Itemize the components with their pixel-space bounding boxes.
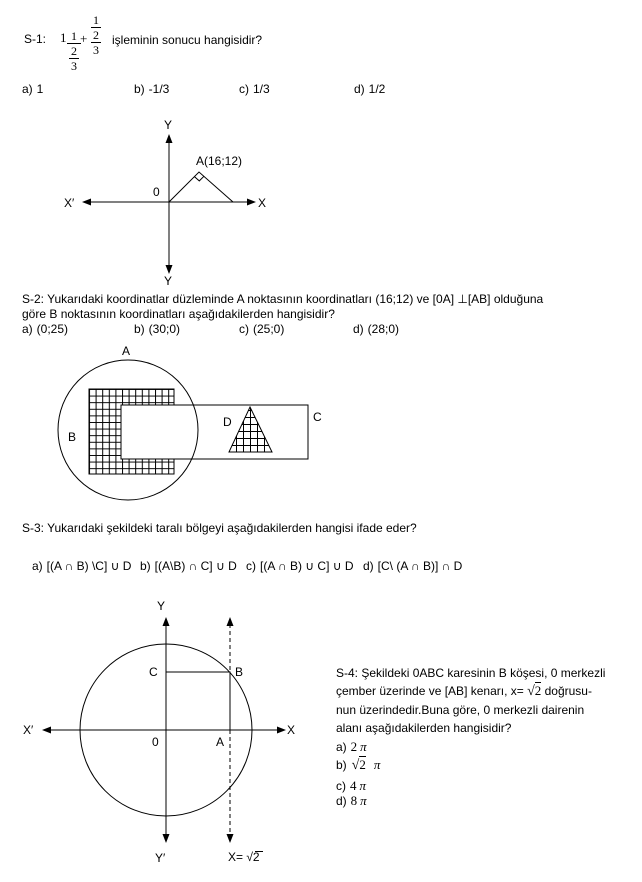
question-1-text: işleminin sonucu hangisidir? <box>112 33 263 47</box>
arrow-up-icon <box>166 134 173 143</box>
answer-option: b) (30;0) <box>134 322 181 336</box>
coordinate-plane-figure <box>20 110 280 295</box>
set-label-b: B <box>68 430 77 444</box>
sqrt-expression: √2 <box>527 683 542 699</box>
arrow-down-icon <box>227 834 234 843</box>
answer-option: b) [(A\B) ∩ C] ∪ D <box>140 559 237 573</box>
arrow-down-icon <box>163 834 170 843</box>
axis-label-x-right: X <box>258 196 267 210</box>
sqrt-expression: √2 <box>351 757 366 773</box>
answer-option: a) (0;25) <box>22 322 69 336</box>
point-c-label: C <box>149 665 158 679</box>
question-1-label: S-1: <box>24 32 47 46</box>
set-label-d: D <box>223 415 232 429</box>
dashed-line-label: X= √2 <box>228 850 260 864</box>
answer-option: c) 1/3 <box>239 82 270 96</box>
answer-option: a) [(A ∩ B) \C] ∪ D <box>32 559 132 573</box>
arrow-right-icon <box>247 199 256 206</box>
square-oabc <box>166 672 230 730</box>
circle-square-figure <box>10 595 332 882</box>
q1-fraction-1 <box>67 29 81 73</box>
q1-frac1-den-num: 2 <box>71 44 77 58</box>
q1-frac2-num-num: 1 <box>93 13 99 27</box>
q1-frac2-denominator: 3 <box>93 43 99 57</box>
answer-option: d) 8 π <box>336 793 367 808</box>
arrow-down-icon <box>166 265 173 274</box>
question-4-text <box>336 664 636 737</box>
answer-option: a) 1 <box>22 82 44 96</box>
q1-frac1-denominator <box>67 43 81 73</box>
rectangle-c <box>121 405 308 459</box>
right-angle-mark <box>194 176 204 181</box>
answer-option: b) -1/3 <box>134 82 170 96</box>
triangle-oab <box>169 172 233 202</box>
q1-operator: + <box>80 31 88 46</box>
axis-label-x-left: X′ <box>23 723 34 737</box>
answer-option: d) [C\ (A ∩ B)] ∩ D <box>363 559 463 573</box>
answer-option: c) 4 π <box>336 778 367 793</box>
q4-line1: S-4: Şekildeki 0ABC karesinin B köşesi, 0 merkezli <box>336 666 606 680</box>
set-label-c: C <box>313 410 322 424</box>
q4-line2: çember üzerinde ve [AB] kenarı, x= √2 doğrusu- <box>336 683 592 699</box>
q1-whole-number: 1 <box>60 30 67 45</box>
answer-option: a) 2 π <box>336 739 367 754</box>
q1-frac2-num-den: 2 <box>93 28 99 42</box>
arrow-left-icon <box>42 727 51 734</box>
q1-fraction-2 <box>91 13 101 57</box>
point-b-label: B <box>235 665 244 679</box>
origin-label: 0 <box>152 735 159 749</box>
arrow-up-icon <box>227 617 234 626</box>
answer-option: c) (25;0) <box>239 322 285 336</box>
q1-frac1-den-den: 3 <box>71 59 77 73</box>
arrow-left-icon <box>82 199 91 206</box>
answer-option: b) √2 π <box>336 757 381 773</box>
point-a-label: A <box>216 735 225 749</box>
arrow-right-icon <box>277 727 286 734</box>
answer-option: d) 1/2 <box>354 82 386 96</box>
q1-frac2-numerator <box>91 13 101 42</box>
point-a-label: A(16;12) <box>196 154 243 168</box>
question-2-text-line1: S-2: Yukarıdaki koordinatlar düzleminde A noktasının koordinatları (16;12) ve [0A] ⊥[AB] olduğuna <box>22 292 544 306</box>
set-diagram-figure <box>40 340 332 510</box>
q4-line3: nun üzerindedir.Buna göre, 0 merkezli dairenin <box>336 703 585 717</box>
set-label-a: A <box>122 344 131 358</box>
axis-label-x-right: X <box>287 723 296 737</box>
answer-option: d) (28;0) <box>353 322 400 336</box>
origin-label: 0 <box>153 185 160 199</box>
axis-label-x-left: X′ <box>64 196 75 210</box>
axis-label-y-bottom: Y <box>164 274 173 288</box>
q4-line4: alanı aşağıdakilerden hangisidir? <box>336 721 512 735</box>
question-3-text: S-3: Yukarıdaki şekildeki taralı bölgeyi aşağıdakilerden hangisi ifade eder? <box>22 521 417 535</box>
q1-frac1-numerator: 1 <box>71 29 77 43</box>
axis-label-y-bottom: Y′ <box>155 851 166 865</box>
axis-label-y-top: Y <box>157 599 166 613</box>
answer-option: c) [(A ∩ B) ∪ C] ∪ D <box>246 559 354 573</box>
arrow-up-icon <box>163 617 170 626</box>
axis-label-y-top: Y <box>164 118 173 132</box>
question-2-text-line2: göre B noktasının koordinatları aşağıdakilerden hangisidir? <box>22 307 335 321</box>
